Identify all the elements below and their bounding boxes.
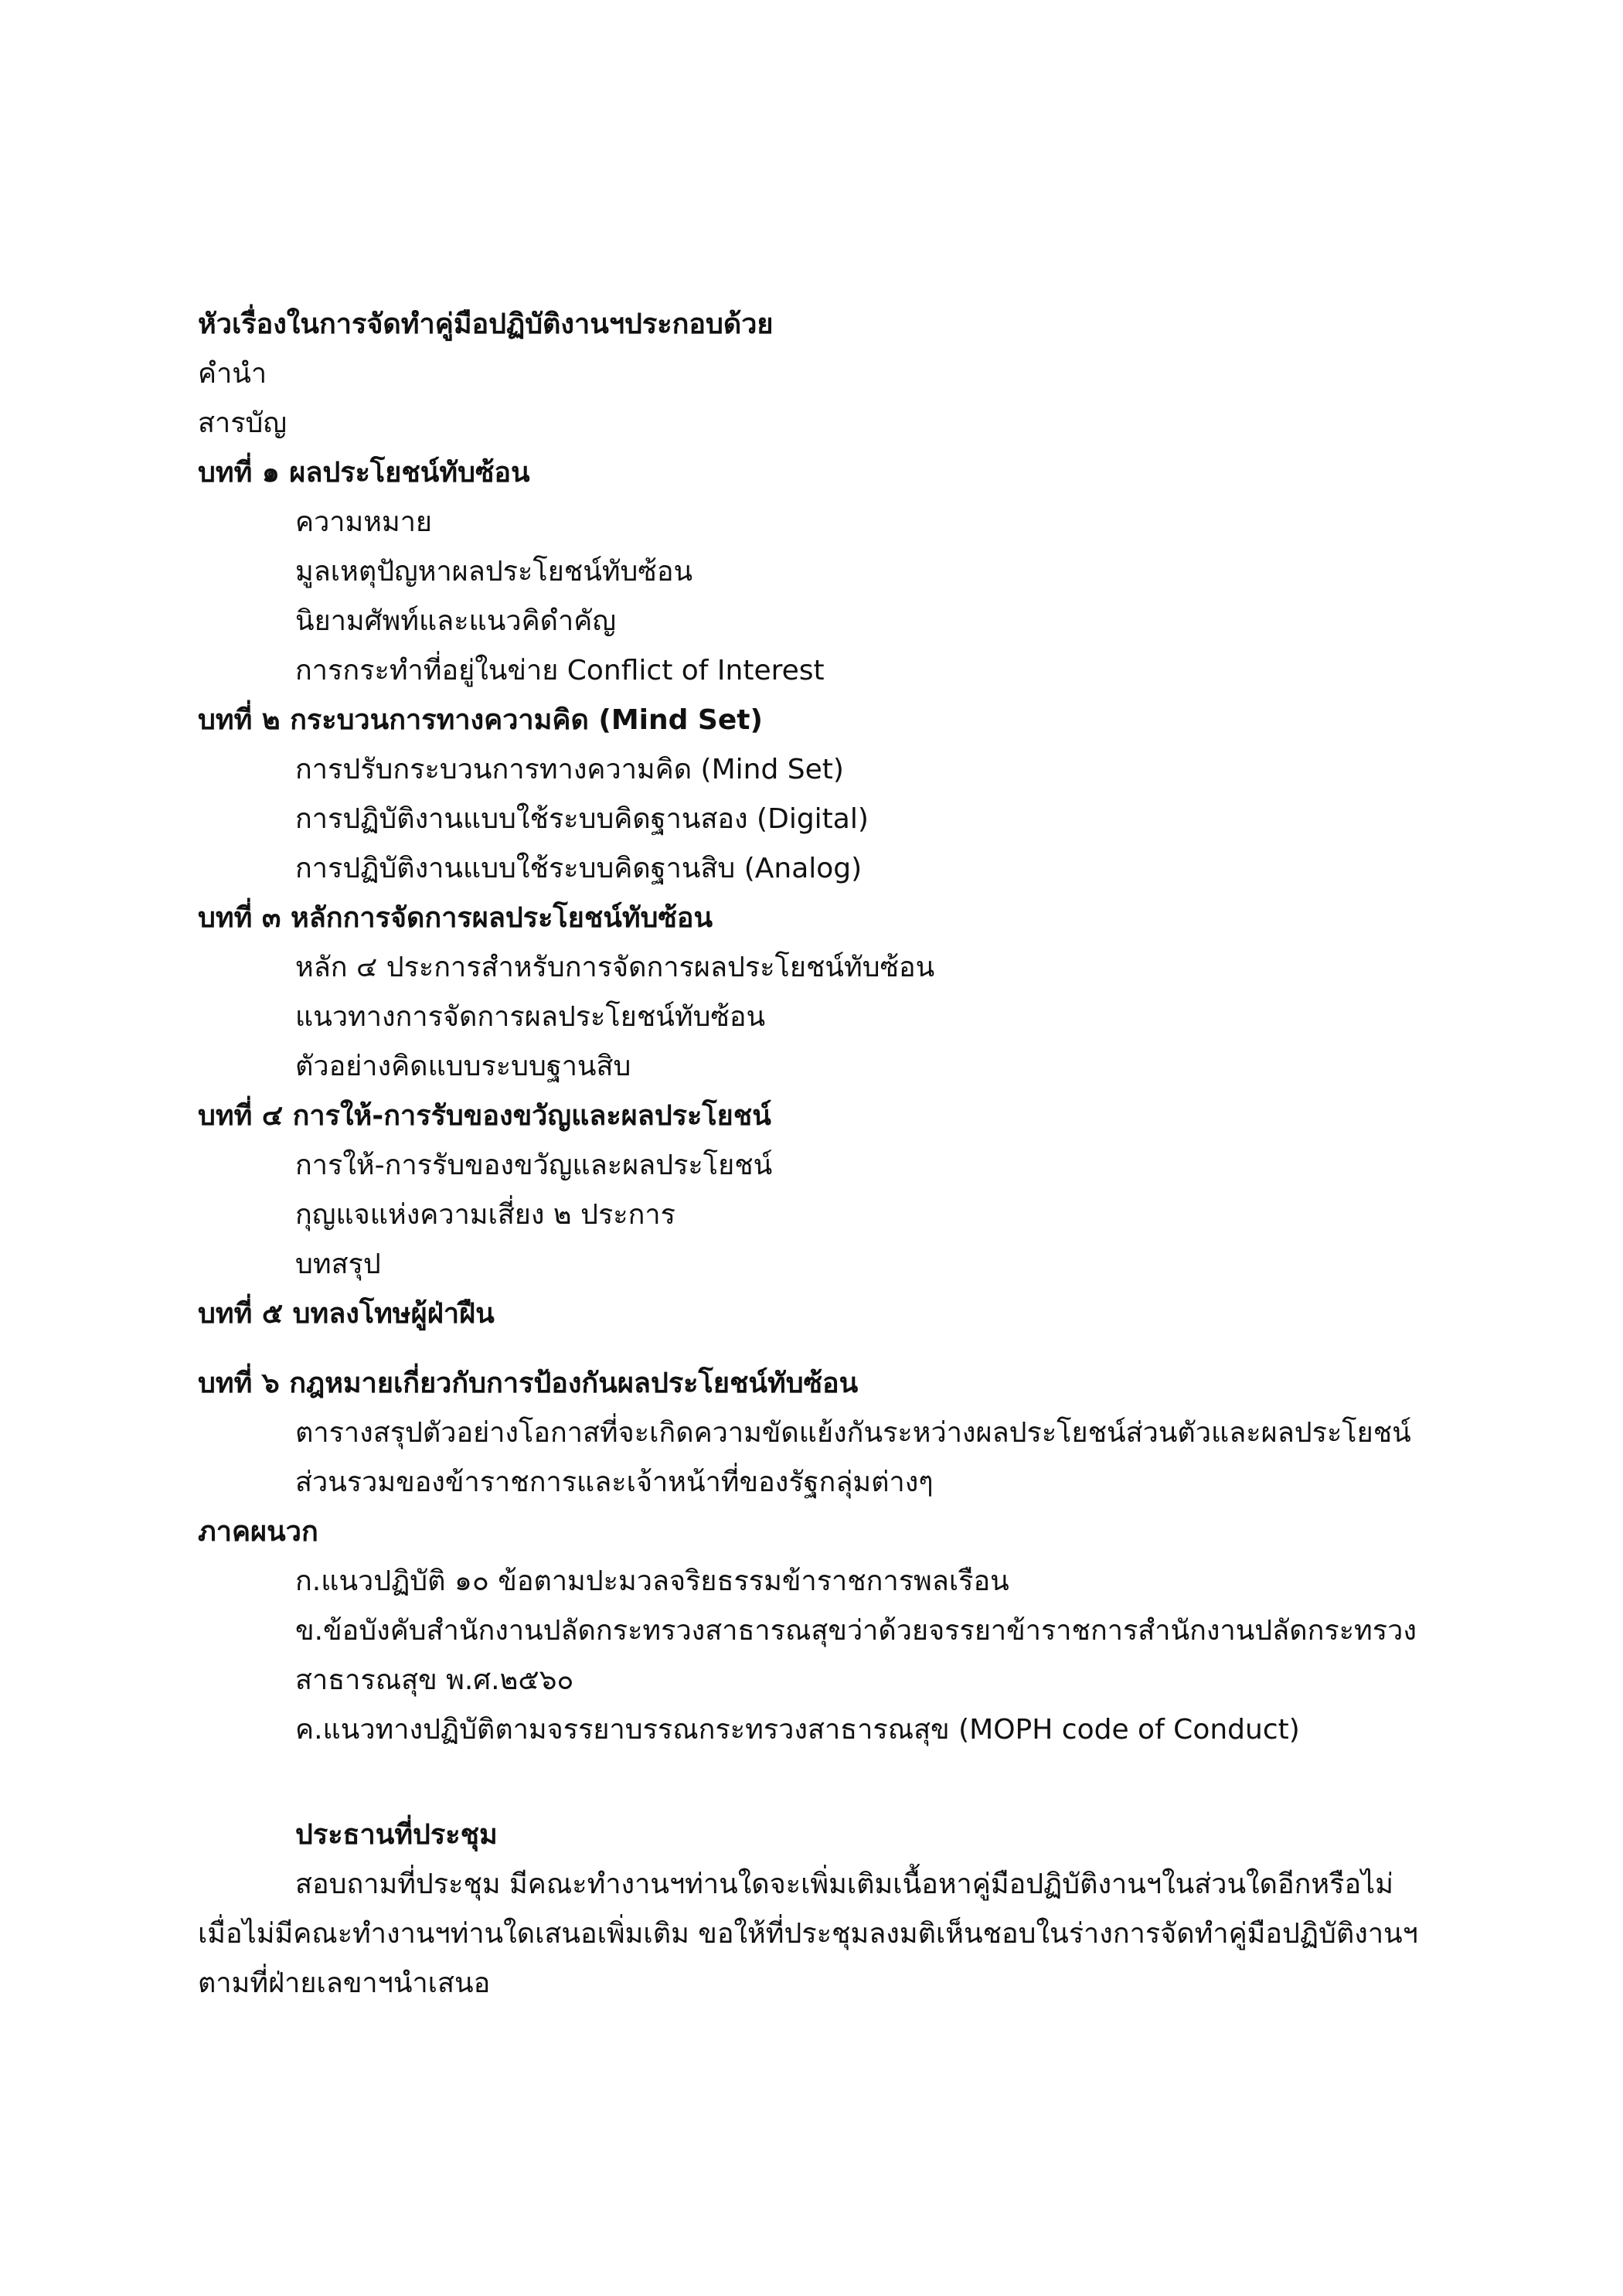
chapter-2-item: การปรับกระบวนการทางความคิด (Mind Set) [295,754,844,785]
chapter-6-title: บทที่ ๖ กฎหมายเกี่ยวกับการป้องกันผลประโยชน์ทับซ้อน [198,1368,859,1399]
chapter-6-item: ส่วนรวมของข้าราชการและเจ้าหน้าที่ของรัฐกลุ่มต่างๆ [295,1467,934,1498]
chapter-4-item: การให้-การรับของขวัญและผลประโยชน์ [295,1150,773,1181]
chapter-1-item: มูลเหตุปัญหาผลประโยชน์ทับซ้อน [295,556,693,588]
chapter-1-item: ความหมาย [295,506,433,538]
chapter-4-item: บทสรุป [295,1248,381,1280]
chapter-3-title: บทที่ ๓ หลักการจัดการผลประโยชน์ทับซ้อน [198,902,713,934]
chapter-1-item: การกระทำที่อยู่ในข่าย Conflict of Interest [295,655,825,686]
document-heading: หัวเรื่องในการจัดทำคู่มือปฏิบัติงานฯประกอบด้วย [198,308,774,340]
chapter-2-item: การปฏิบัติงานแบบใช้ระบบคิดฐานสิบ (Analog) [295,853,863,884]
chapter-3-item: ตัวอย่างคิดแบบระบบฐานสิบ [295,1051,631,1082]
chapter-5-title: บทที่ ๕ บทลงโทษผู้ฝ่าฝืน [198,1298,495,1330]
chapter-3-item: หลัก ๔ ประการสำหรับการจัดการผลประโยชน์ทับซ้อน [295,952,935,983]
chapter-3-item: แนวทางการจัดการผลประโยชน์ทับซ้อน [295,1001,766,1033]
toc-item: สารบัญ [198,407,288,439]
chapter-1-item: นิยามศัพท์และแนวคิดำคัญ [295,605,617,637]
appendix-item: ข.ข้อบังคับสำนักงานปลัดกระทรวงสาธารณสุขว่าด้วยจรรยาข้าราชการสำนักงานปลัดกระทรวง [295,1615,1417,1647]
chair-paragraph: สอบถามที่ประชุม มีคณะทำงานฯท่านใดจะเพิ่มเติมเนื้อหาคู่มือปฏิบัติงานฯในส่วนใดอีกหรือไม่ เมื่อไม่มีคณะทำงานฯท่านใดเสนอเพิ่มเติม ขอให้ที่ประชุมลงมติเห็นชอบในร่างการจัดทำคู่มือปฏิบัติงานฯตามที่ฝ่ายเลขาฯนำเสนอ [198,1868,1418,1999]
appendix-item: ก.แนวปฏิบัติ ๑๐ ข้อตามปะมวลจริยธรรมข้าราชการพลเรือน [295,1565,1009,1597]
document-content [198,300,1434,2008]
chapter-2-title: บทที่ ๒ กระบวนการทางความคิด (Mind Set) [198,704,763,736]
chapter-6-item: ตารางสรุปตัวอย่างโอกาสที่จะเกิดความขัดแย้งกันระหว่างผลประโยชน์ส่วนตัวและผลประโยชน์ [295,1417,1411,1449]
appendix-title: ภาคผนวก [198,1516,318,1548]
chapter-2-item: การปฏิบัติงานแบบใช้ระบบคิดฐานสอง (Digital) [295,803,869,835]
preface-item: คำนำ [198,358,267,390]
appendix-item: สาธารณสุข พ.ศ.๒๕๖๐ [295,1664,574,1696]
appendix-item: ค.แนวทางปฏิบัติตามจรรยาบรรณกระทรวงสาธารณสุข (MOPH code of Conduct) [295,1714,1300,1746]
chair-title: ประธานที่ประชุม [295,1819,498,1851]
chapter-1-title: บทที่ ๑ ผลประโยชน์ทับซ้อน [198,457,530,489]
chapter-4-title: บทที่ ๔ การให้-การรับของขวัญและผลประโยชน์ [198,1100,771,1132]
chapter-4-item: กุญแจแห่งความเสี่ยง ๒ ประการ [295,1199,675,1231]
